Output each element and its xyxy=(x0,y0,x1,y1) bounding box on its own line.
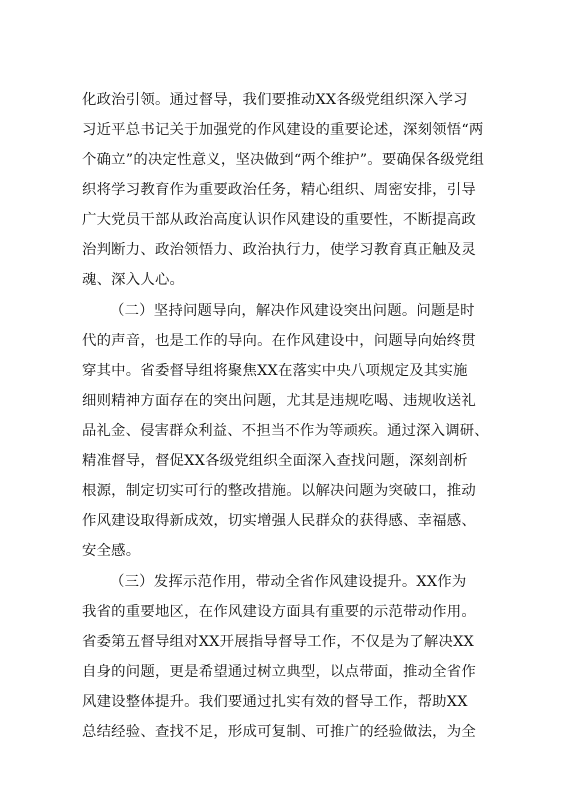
text-line-12: 品礼金、侵害群众利益、不担当不作为等顽疾。通过深入调研、 xyxy=(82,423,489,439)
text-line-1: 化政治引领。通过督导，我们要推动XX各级党组织深入学习 xyxy=(82,92,468,108)
text-line-9: 代的声音，也是工作的导向。在作风建设中，问题导向始终贯 xyxy=(82,333,476,349)
text-line-2: 习近平总书记关于加强党的作风建设的重要论述，深刻领悟“两 xyxy=(82,122,484,138)
text-line-7: 魂、深入人心。 xyxy=(82,272,185,288)
text-line-3: 个确立”的决定性意义，坚决做到“两个维护”。要确保各级党组 xyxy=(82,152,485,168)
paragraph-2-first-line: （二）坚持问题导向，解决作风建设突出问题。问题是时 xyxy=(110,303,475,319)
text-line-4: 织将学习教育作为重要政治任务，精心组织、周密安排，引导 xyxy=(82,182,476,198)
text-line-5: 广大党员干部从政治高度认识作风建设的重要性，不断提高政 xyxy=(82,212,476,228)
text-line-20: 自身的问题，更是希望通过树立典型，以点带面，推动全省作 xyxy=(82,664,476,680)
text-line-13: 精准督导，督促XX各级党组织全面深入查找问题，深刻剖析 xyxy=(82,453,468,469)
paragraph-3-first-line: （三）发挥示范作用，带动全省作风建设提升。XX作为 xyxy=(110,574,467,590)
text-line-18: 我省的重要地区，在作风建设方面具有重要的示范带动作用。 xyxy=(82,604,476,620)
text-line-6: 治判断力、政治领悟力、政治执行力，使学习教育真正触及灵 xyxy=(82,242,476,258)
text-line-10: 穿其中。省委督导组将聚焦XX在落实中央八项规定及其实施 xyxy=(82,363,468,379)
text-line-14: 根源，制定切实可行的整改措施。以解决问题为突破口，推动 xyxy=(82,483,476,499)
text-line-11: 细则精神方面存在的突出问题，尤其是违规吃喝、违规收送礼 xyxy=(82,393,476,409)
text-line-15: 作风建设取得新成效，切实增强人民群众的获得感、幸福感、 xyxy=(82,513,476,529)
text-line-21: 风建设整体提升。我们要通过扎实有效的督导工作，帮助XX xyxy=(82,694,468,710)
text-line-19: 省委第五督导组对XX开展指导督导工作，不仅是为了解决XX xyxy=(82,634,474,650)
text-line-16: 安全感。 xyxy=(82,543,141,559)
text-line-22: 总结经验、查找不足，形成可复制、可推广的经验做法，为全 xyxy=(82,724,476,740)
